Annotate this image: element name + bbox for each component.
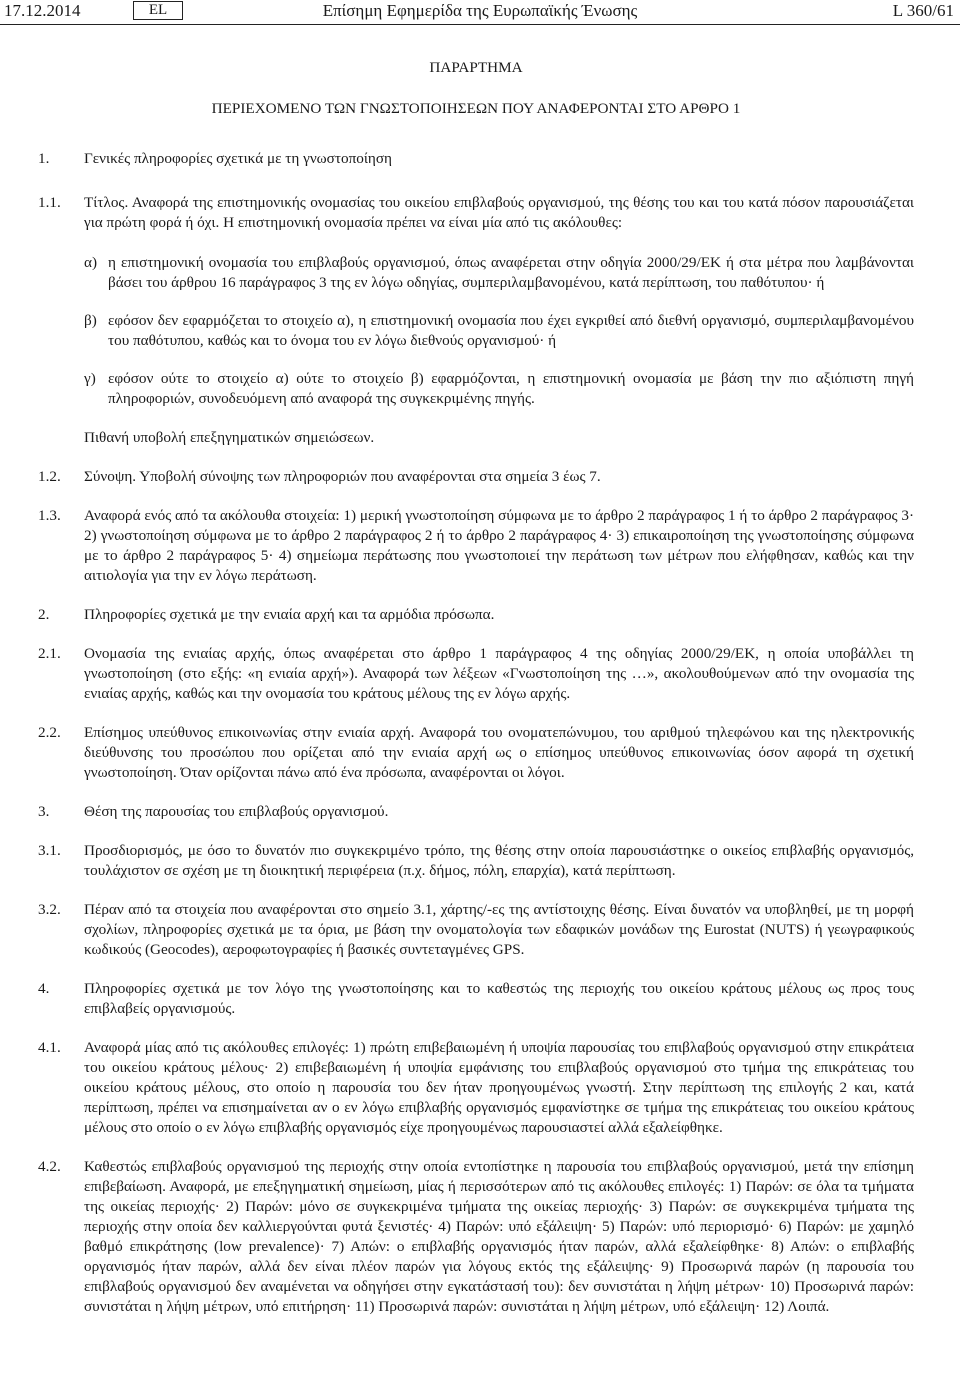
section-text: Θέση της παρουσίας του επιβλαβούς οργανισμού. xyxy=(84,803,389,820)
section-number: 1.2. xyxy=(38,468,61,485)
item-text: εφόσον ούτε το στοιχείο α) ούτε το στοιχείο β) εφαρμόζονται, η επιστημονική ονομασία με βάση την πιο αξιόπιστη πηγή πληροφοριών, συνοδευόμενη από αναφορά της συγκεκριμένης πηγής. xyxy=(108,370,914,407)
section-text: Τίτλος. Αναφορά της επιστημονικής ονομασίας του οικείου επιβλαβούς οργανισμού, της θέσης του και του κατά πόσον παρουσιάζεται για πρώτη φορά ή όχι. Η επιστημονική ονομασία πρέπει να είναι μία από τις ακόλουθες: xyxy=(84,194,914,231)
annex-title: ΠΑΡΑΡΤΗΜΑ xyxy=(429,59,523,76)
section-3-1 xyxy=(38,841,914,881)
item-c xyxy=(38,369,914,409)
section-number: 1. xyxy=(38,150,50,167)
item-b xyxy=(38,311,914,351)
item-letter: γ) xyxy=(84,370,96,387)
section-text: Αναφορά ενός από τα ακόλουθα στοιχεία: 1) μερική γνωστοποίηση σύμφωνα με το άρθρο 2 παράγραφος 1 ή το άρθρο 2 παράγραφος 3· 2) γνωστοποίηση σύμφωνα με το άρθρο 2 παράγραφος 2 ή το άρθρο 2 παράγραφος 4· 3) επικαιροποίηση της γνωστοποίησης σύμφωνα με το άρθρο 2 παράγραφος 5· 4) σημείωμα περάτωσης που γνωστοποιεί την περάτωση των μέτρων που ελήφθησαν, καθώς και την αιτιολογία για την εν λόγω περάτωση. xyxy=(84,507,914,584)
section-1-3 xyxy=(38,506,914,586)
section-number: 2.1. xyxy=(38,645,61,662)
section-number: 3.2. xyxy=(38,901,61,918)
annex-subtitle: ΠΕΡΙΕΧΟΜΕΝΟ ΤΩΝ ΓΝΩΣΤΟΠΟΙΗΣΕΩΝ ΠΟΥ ΑΝΑΦΕΡΟΝΤΑΙ ΣΤΟ ΑΡΘΡΟ 1 xyxy=(211,100,741,117)
section-2-1 xyxy=(38,644,914,704)
publication-date: 17.12.2014 xyxy=(4,1,81,20)
section-2 xyxy=(38,605,914,625)
section-1-2 xyxy=(38,467,914,487)
section-number: 3.1. xyxy=(38,842,61,859)
item-a xyxy=(38,253,914,293)
section-4 xyxy=(38,979,914,1019)
explanatory-note: Πιθανή υποβολή επεξηγηματικών σημειώσεων. xyxy=(84,429,375,446)
header-rule xyxy=(0,24,960,25)
section-4-2 xyxy=(38,1157,914,1317)
section-number: 1.1. xyxy=(38,194,61,211)
item-letter: β) xyxy=(84,312,97,329)
journal-header xyxy=(0,0,960,24)
section-number: 4. xyxy=(38,980,50,997)
section-number: 3. xyxy=(38,803,50,820)
section-number: 4.2. xyxy=(38,1158,61,1175)
section-text: Καθεστώς επιβλαβούς οργανισμού της περιοχής στην οποία εντοπίστηκε η παρουσία του επιβλαβούς οργανισμού, μετά την επίσημη επιβεβαίωση. Αναφορά, με επεξηγηματική σημείωση, μίας ή περισσότερων από τις ακόλουθες επιλογές: 1) Παρών: σε όλα τα τμήματα της οικείας περιοχής· 2) Παρών: μόνο σε συγκεκριμένα τμήματα της οικείας περιοχής· 3) Παρών: σε συγκεκριμένα τμήματα της περιοχής στην οποία δεν καλλιεργούνται φυτά ξενιστές· 4) Παρών: υπό εξάλειψη· 5) Παρών: υπό περιορισμό· 6) Παρών: με χαμηλό βαθμό επικράτησης (low prevalence)· 7) Απών: ο επιβλαβής οργανισμός ήταν παρών, αλλά εξαλείφθηκε· 8) Απών: ο επιβλαβής οργανισμός ήταν παρών, αλλά δεν είναι πλέον παρών για λόγους εκτός της εξάλειψης· 9) Προσωρινά παρών (η παρουσία του επιβλαβούς οργανισμού δεν αναμένεται να οδηγήσει στην εγκατάστασή του): δεν συνιστάται η λήψη μέτρων· 10) Προσωρινά παρών: συνιστάται η λήψη μέτρων, υπό επιτήρηση· 11) Προσωρινά παρών: συνιστάται η λήψη μέτρων, υπό εξάλειψη· 12) Λοιπά. xyxy=(84,1158,914,1315)
journal-title: Επίσημη Εφημερίδα της Ευρωπαϊκής Ένωσης xyxy=(322,1,638,20)
annex-body xyxy=(38,58,914,1317)
section-3-2 xyxy=(38,900,914,960)
section-text: Σύνοψη. Υποβολή σύνοψης των πληροφοριών που αναφέρονται στα σημεία 3 έως 7. xyxy=(84,468,601,485)
page-reference: L 360/61 xyxy=(892,1,954,20)
section-text: Πληροφορίες σχετικά με τον λόγο της γνωστοποίησης και το καθεστώς της περιοχής του οικείου κράτους μέλους ως προς τους επιβλαβείς οργανισμούς. xyxy=(84,980,914,1017)
item-text: εφόσον δεν εφαρμόζεται το στοιχείο α), η επιστημονική ονομασία που έχει εγκριθεί από διεθνή οργανισμό, συμπεριλαμβανομένου του παθότυπου, καθώς και το όνομα του εν λόγω διεθνούς οργανισμού· ή xyxy=(108,312,914,349)
section-text: Επίσημος υπεύθυνος επικοινωνίας στην ενιαία αρχή. Αναφορά του ονοματεπώνυμου, του αριθμού τηλεφώνου και της ηλεκτρονικής διεύθυνσης του προσώπου που ορίζεται από την ενιαία αρχή ως ο επίσημος υπεύθυνος επικοινωνίας όσον αφορά τη σχετική γνωστοποίηση. Όταν ορίζονται πάνω από ένα πρόσωπα, αναφέρονται οι λόγοι. xyxy=(84,724,914,781)
section-text: Πληροφορίες σχετικά με την ενιαία αρχή και τα αρμόδια πρόσωπα. xyxy=(84,606,495,623)
section-number: 4.1. xyxy=(38,1039,61,1056)
language-badge: EL xyxy=(133,1,183,20)
section-text: Γενικές πληροφορίες σχετικά με τη γνωστοποίηση xyxy=(84,150,392,167)
section-number: 2.2. xyxy=(38,724,61,741)
section-4-1 xyxy=(38,1038,914,1138)
section-1 xyxy=(38,149,914,169)
section-text: Αναφορά μίας από τις ακόλουθες επιλογές: 1) πρώτη επιβεβαιωμένη ή υποψία παρουσίας του επιβλαβούς οργανισμού στην επικράτεια του οικείου κράτους μέλους· 2) επιβεβαιωμένη ή υποψία εμφάνισης του επιβλαβούς οργανισμού στο τμήμα της επικράτειας του οικείου κράτους μέλους, στο οποίο η παρουσία του δεν ήταν προηγουμένως γνωστή. Στην περίπτωση της επιλογής 2 και, κατά περίπτωση, πρέπει να επισημαίνεται αν ο εν λόγω επιβλαβής οργανισμός εμφανίστηκε σε τμήμα της επικράτειας του οικείου κράτους μέλους στο οποίο ο εν λόγω επιβλαβής οργανισμός είχε προηγουμένως παρουσιαστεί αλλά εξαλείφθηκε. xyxy=(84,1039,914,1136)
item-text: η επιστημονική ονομασία του επιβλαβούς οργανισμού, όπως αναφέρεται στην οδηγία 2000/29/ΕΚ ή στα μέτρα που λαμβάνονται βάσει του άρθρου 16 παράγραφος 3 της εν λόγω οδηγίας, συμπεριλαμβανομένου, κατά περίπτωση, του παθότυπου· ή xyxy=(108,254,914,291)
section-number: 1.3. xyxy=(38,507,61,524)
section-3 xyxy=(38,802,914,822)
section-text: Ονομασία της ενιαίας αρχής, όπως αναφέρεται στο άρθρο 1 παράγραφος 4 της οδηγίας 2000/29/ΕΚ, η οποία υποβάλλει τη γνωστοποίηση (στο εξής: «η ενιαία αρχή»). Αναφορά των λέξεων «Γνωστοποίηση της …», ακολουθούμενων από την ονομασία της ενιαίας αρχής, καθώς και την ονομασία του κράτους μέλους της εν λόγω αρχής. xyxy=(84,645,914,702)
section-2-2 xyxy=(38,723,914,783)
item-letter: α) xyxy=(84,254,98,271)
section-number: 2. xyxy=(38,606,50,623)
section-1-1 xyxy=(38,193,914,233)
section-text: Πέραν από τα στοιχεία που αναφέρονται στο σημείο 3.1, χάρτης/-ες της αντίστοιχης θέσης. Είναι δυνατόν να υποβληθεί, με τη μορφή σχολίων, πληροφορίες σχετικά με τα όρια, με βάση την ονοματολογία των εδαφικών μονάδων της Eurostat (NUTS) ή γεωγραφικούς κωδικούς (Geocodes), αεροφωτογραφίες ή βασικές συντεταγμένες GPS. xyxy=(84,901,914,958)
section-text: Προσδιορισμός, με όσο το δυνατόν πιο συγκεκριμένο τρόπο, της θέσης στην οποία παρουσιάστηκε ο οικείος επιβλαβής οργανισμός, τουλάχιστον σε σχέση με τη διοικητική περιφέρεια (π.χ. δήμος, πόλη, επαρχία), κατά περίπτωση. xyxy=(84,842,914,879)
